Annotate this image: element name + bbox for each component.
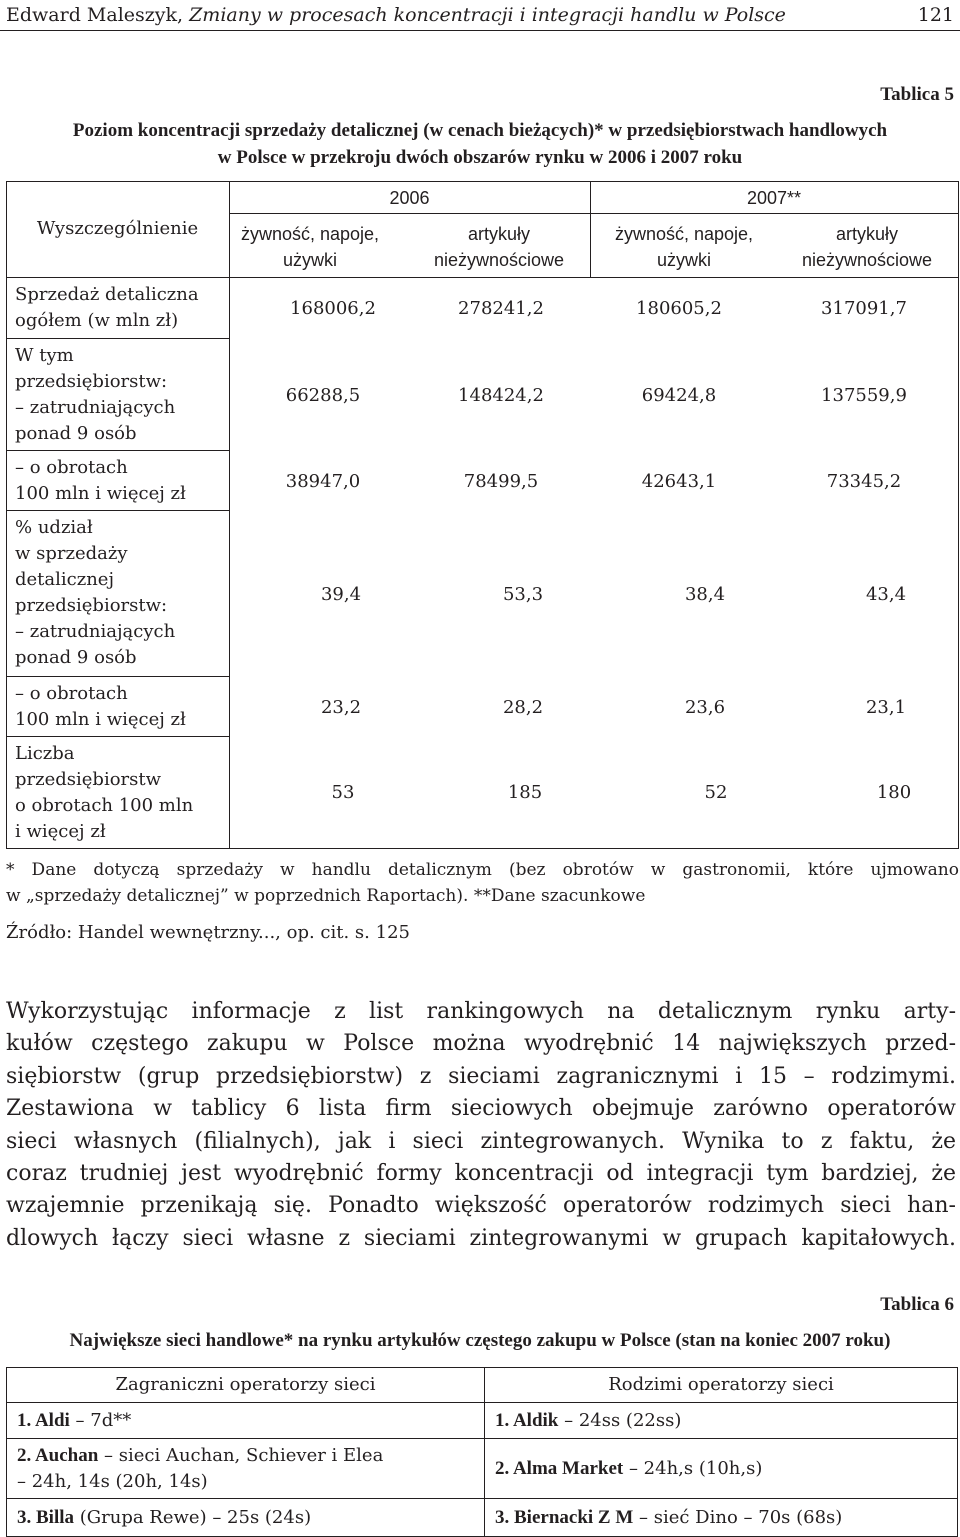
table5-cell: 23,6 [684, 697, 726, 718]
row-label-line: przedsiębiorstw [15, 769, 162, 790]
row-label-line: – zatrudniających [15, 397, 176, 418]
table5-rule-row1 [6, 338, 229, 339]
row-label-line: 100 mln i więcej zł [15, 709, 186, 730]
table6-cell-domestic [485, 1499, 958, 1537]
row-label-line: przedsiębiorstw: [15, 595, 168, 616]
row-label-line: detalicznej [15, 569, 115, 590]
table5-rule-row3 [6, 510, 229, 511]
table5-title [0, 117, 960, 171]
row-label-line: W tym [15, 345, 74, 366]
table5-row-label [15, 681, 225, 733]
table5-col-header [596, 221, 772, 273]
table6-cell-domestic [485, 1403, 958, 1439]
table6-title: Największe sieci handlowe* na rynku artykułów częstego zakupu w Polsce (stan na koniec 2007 roku) [69, 1330, 891, 1351]
paragraph-line: coraz trudniej jest wyodrębnić formy koncentracji od integracji tym bardziej, że [6, 1161, 956, 1187]
table5-source: Źródło: Handel wewnętrzny..., op. cit. s. 125 [6, 922, 410, 943]
chain-details: – 24ss (22ss) [558, 1409, 682, 1431]
paragraph-line: wzajemnie przenikają się. Ponadto większość operatorów rodzimych sieci han- [6, 1193, 956, 1219]
table5-cell: 38,4 [684, 584, 726, 605]
table5-row-label [15, 343, 225, 447]
running-header-author [6, 4, 786, 26]
page-number: 121 [917, 4, 954, 26]
row-label-line: – o obrotach [15, 683, 128, 704]
table5-cell: 42643,1 [641, 471, 717, 492]
table6-header-foreign: Zagraniczni operatorzy sieci [7, 1368, 485, 1403]
table5-cell: 278241,2 [458, 298, 544, 319]
paragraph-line: kułów częstego zakupu w Polsce można wyodrębnić 14 największych przed- [6, 1031, 956, 1057]
chain-details: (Grupa Rewe) – 25s (24s) [74, 1506, 312, 1528]
table5-cell: 53 [331, 782, 355, 803]
table5-cell: 43,4 [865, 584, 907, 605]
table5-cell: 39,4 [320, 584, 362, 605]
table5-cell: 137559,9 [821, 385, 907, 406]
row-label-line: ponad 9 osób [15, 423, 137, 444]
running-header [6, 4, 954, 28]
item-number: 3. [17, 1506, 36, 1528]
table6-cell-foreign [7, 1439, 485, 1499]
table5-cell: 148424,2 [458, 385, 544, 406]
table5-title-line2: w Polsce w przekroju dwóch obszarów rynku w 2006 i 2007 roku [217, 147, 743, 168]
footnote-line: w „sprzedaży detalicznej” w poprzednich Raportach). **Dane szacunkowe [6, 886, 646, 906]
table5-cell: 66288,5 [285, 385, 361, 406]
table6-row [7, 1499, 958, 1537]
body-paragraph [6, 996, 956, 1255]
chain-name: Aldik [512, 1409, 559, 1431]
table5-rule-right [958, 181, 959, 849]
chain-name: Billa [36, 1506, 75, 1528]
table6-row [7, 1439, 958, 1499]
chain-name: Aldi [34, 1409, 70, 1431]
col-header-line: nieżywnościowe [801, 250, 933, 270]
table5-year-2007: 2007** [746, 188, 802, 208]
table5-footnote [6, 857, 959, 909]
col-header-line: używki [656, 250, 711, 270]
table6-cell-foreign [7, 1499, 485, 1537]
chain-details: – 24h, 14s (20h, 14s) [17, 1470, 208, 1492]
article-title: Zmiany w procesach koncentracji i integracji handlu w Polsce [189, 4, 786, 26]
table5-cell: 28,2 [502, 697, 544, 718]
table6-row [7, 1403, 958, 1439]
table6-cell-foreign [7, 1403, 485, 1439]
col-header-line: nieżywnościowe [433, 250, 565, 270]
row-label-line: przedsiębiorstw: [15, 371, 168, 392]
table5-cell: 23,2 [320, 697, 362, 718]
table5-rule-years [229, 213, 959, 214]
table5-title-line1: Poziom koncentracji sprzedaży detalicznej (w cenach bieżących)* w przedsiębiorstwach handlowych [72, 120, 888, 141]
chain-details: – sieć Dino – 70s (68s) [633, 1506, 843, 1528]
row-label-line: – zatrudniających [15, 621, 176, 642]
table5-col-header [401, 221, 597, 273]
table5-cell: 168006,2 [290, 298, 376, 319]
table5-cell: 78499,5 [463, 471, 539, 492]
row-label-line: Liczba [15, 743, 75, 764]
table5-cell: 52 [704, 782, 728, 803]
footnote-line: * Dane dotyczą sprzedaży w handlu detalicznym (bez obrotów w gastronomii, które ujmowano [6, 860, 959, 880]
table5-rule-left [6, 181, 7, 849]
col-header-line: artykuły [467, 224, 530, 244]
paragraph-line: siębiorstw (grup przedsiębiorstw) z sieciami zagranicznymi i 15 – rodzimymi. [6, 1063, 956, 1089]
col-header-line: używki [282, 250, 337, 270]
item-number: 1. [17, 1409, 35, 1431]
table5-row-label [15, 515, 225, 671]
table5-rule-header [6, 277, 959, 278]
row-label-line: Sprzedaż detaliczna [15, 284, 199, 305]
row-label-line: w sprzedaży [15, 543, 128, 564]
table6-header-row [7, 1368, 958, 1403]
author-name: Edward Maleszyk, [6, 4, 190, 26]
table5-col-header [776, 221, 958, 273]
header-rule [0, 30, 960, 31]
chain-details: – sieci Auchan, Schiever i Elea [98, 1444, 384, 1466]
table5-col-header [229, 221, 391, 273]
table5-cell: 38947,0 [285, 471, 361, 492]
row-label-line: ponad 9 osób [15, 647, 137, 668]
table5-cell: 69424,8 [641, 385, 717, 406]
item-number: 3. [495, 1506, 514, 1528]
table5-cell: 180 [876, 782, 912, 803]
paragraph-line: dlowych łączy sieci własne z sieciami zintegrowanymi w grupach kapitałowych. [6, 1225, 956, 1251]
table6-cell-domestic [485, 1439, 958, 1499]
table5 [6, 181, 959, 849]
paragraph-line: Wykorzystując informacje z list rankingowych na detalicznym rynku arty- [6, 999, 956, 1024]
table5-rule-row5 [6, 736, 229, 737]
chain-details: – 24h,s (10h,s) [623, 1457, 763, 1479]
chain-details: – 7d** [69, 1409, 132, 1431]
chain-name: Biernacki Z M [514, 1506, 634, 1528]
table5-row-label [15, 455, 225, 507]
row-label-line: ogółem (w mln zł) [15, 310, 179, 331]
table6 [6, 1367, 958, 1537]
table5-label: Tablica 5 [880, 84, 954, 105]
chain-name: Alma Market [512, 1457, 624, 1479]
row-label-line: 100 mln i więcej zł [15, 483, 186, 504]
table5-cell: 317091,7 [821, 298, 907, 319]
table6-label: Tablica 6 [880, 1294, 954, 1315]
chain-name: Auchan [34, 1444, 99, 1466]
row-label-line: o obrotach 100 mln [15, 795, 194, 816]
table5-rule-bottom [6, 848, 959, 849]
item-number: 2. [17, 1444, 35, 1466]
paragraph-line: Zestawiona w tablicy 6 lista firm sieciowych obejmuje zarówno operatorów [6, 1096, 956, 1122]
row-label-line: % udział [15, 517, 93, 538]
table5-rule-top [6, 181, 959, 182]
table5-cell: 23,1 [865, 697, 907, 718]
row-label-line: – o obrotach [15, 457, 128, 478]
table5-rule-row2 [6, 450, 229, 451]
table5-cell: 53,3 [502, 584, 544, 605]
col-header-line: żywność, napoje, [240, 224, 380, 244]
col-header-line: żywność, napoje, [614, 224, 754, 244]
col-header-line: artykuły [835, 224, 898, 244]
row-label-line: i więcej zł [15, 821, 106, 842]
table6-header-domestic: Rodzimi operatorzy sieci [485, 1368, 958, 1403]
table5-stub-header: Wyszczególnienie [36, 218, 199, 239]
table5-cell: 180605,2 [636, 298, 722, 319]
item-number: 2. [495, 1457, 513, 1479]
paragraph-line: sieci własnych (filialnych), jak i sieci zintegrowanych. Wynika to z faktu, że [6, 1128, 956, 1154]
table5-rule-row4 [6, 676, 229, 677]
table5-row-label [15, 282, 225, 334]
table5-rule-stub [229, 181, 230, 849]
table5-cell: 185 [507, 782, 543, 803]
item-number: 1. [495, 1409, 513, 1431]
table5-cell: 73345,2 [826, 471, 902, 492]
table5-row-label [15, 741, 225, 845]
table5-year-2006: 2006 [389, 188, 430, 208]
